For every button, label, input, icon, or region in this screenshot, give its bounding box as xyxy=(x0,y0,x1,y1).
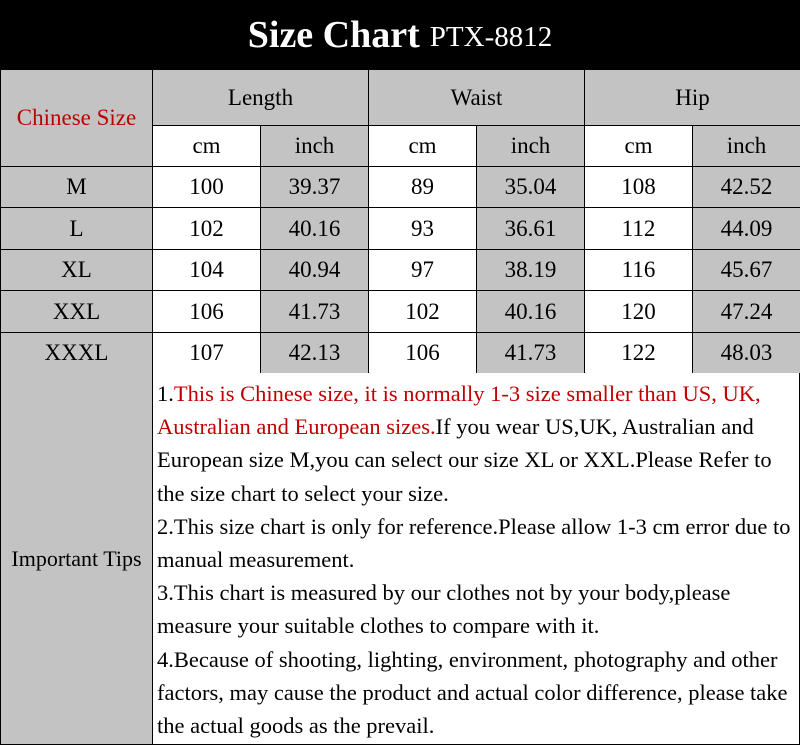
unit-cell: cm xyxy=(153,126,261,167)
table-row xyxy=(1,208,800,250)
value-cell: 97 xyxy=(369,250,477,291)
value-cell: 42.52 xyxy=(693,167,800,208)
value-cell: 38.19 xyxy=(477,250,585,291)
size-label: L xyxy=(1,208,153,250)
value-cell: 48.03 xyxy=(693,333,800,374)
unit-cell: cm xyxy=(585,126,693,167)
value-cell: 112 xyxy=(585,208,693,250)
tip-1-number: 1. xyxy=(157,381,174,406)
table-row xyxy=(1,333,800,374)
tip-2: 2.This size chart is only for reference.Please allow 1-3 cm error due to manual measurement. xyxy=(157,513,791,573)
group-header-row xyxy=(1,70,800,126)
size-label: M xyxy=(1,167,153,208)
size-label: XXXL xyxy=(1,333,153,374)
value-cell: 45.67 xyxy=(693,250,800,291)
value-cell: 120 xyxy=(585,291,693,333)
value-cell: 40.16 xyxy=(261,208,369,250)
size-label: XXL xyxy=(1,291,153,333)
table-row xyxy=(1,250,800,291)
value-cell: 89 xyxy=(369,167,477,208)
value-cell: 42.13 xyxy=(261,333,369,374)
size-chart-header xyxy=(0,0,800,69)
chinese-size-label: Chinese Size xyxy=(1,70,153,167)
tips-body xyxy=(153,373,799,744)
tip-1-text: If you wear US,UK, Australian and European size M,you can select our size XL or XXL.Please Refer to the size chart to select your size. xyxy=(157,414,772,506)
value-cell: 108 xyxy=(585,167,693,208)
value-cell: 47.24 xyxy=(693,291,800,333)
table-row xyxy=(1,167,800,208)
size-table xyxy=(0,69,800,374)
value-cell: 104 xyxy=(153,250,261,291)
size-label: XL xyxy=(1,250,153,291)
tip-1 xyxy=(157,377,797,510)
unit-cell: inch xyxy=(477,126,585,167)
value-cell: 102 xyxy=(369,291,477,333)
value-cell: 102 xyxy=(153,208,261,250)
value-cell: 116 xyxy=(585,250,693,291)
group-waist: Waist xyxy=(369,70,585,126)
value-cell: 41.73 xyxy=(261,291,369,333)
value-cell: 44.09 xyxy=(693,208,800,250)
chart-title: Size Chart xyxy=(247,13,420,56)
tip-4: 4.Because of shooting, lighting, environment, photography and other factors, may cause the product and actual color difference, please take the actual goods as the prevail. xyxy=(157,646,788,739)
table-row xyxy=(1,291,800,333)
value-cell: 35.04 xyxy=(477,167,585,208)
value-cell: 40.16 xyxy=(477,291,585,333)
value-cell: 100 xyxy=(153,167,261,208)
value-cell: 93 xyxy=(369,208,477,250)
tip-1-warning: This is Chinese size, it is normally 1-3 size smaller than US, UK, Australian and European sizes. xyxy=(157,381,761,440)
group-length: Length xyxy=(153,70,369,126)
value-cell: 40.94 xyxy=(261,250,369,291)
value-cell: 36.61 xyxy=(477,208,585,250)
value-cell: 41.73 xyxy=(477,333,585,374)
value-cell: 122 xyxy=(585,333,693,374)
value-cell: 106 xyxy=(369,333,477,374)
value-cell: 106 xyxy=(153,291,261,333)
unit-cell: cm xyxy=(369,126,477,167)
value-cell: 39.37 xyxy=(261,167,369,208)
unit-cell: inch xyxy=(693,126,800,167)
tip-3: 3.This chart is measured by our clothes not by your body,please measure your suitable clothes to compare with it. xyxy=(157,580,731,639)
important-tips-label: Important Tips xyxy=(1,373,153,744)
model-number: PTX-8812 xyxy=(429,21,553,53)
group-hip: Hip xyxy=(585,70,800,126)
important-tips-section xyxy=(0,373,800,745)
value-cell: 107 xyxy=(153,333,261,374)
unit-cell: inch xyxy=(261,126,369,167)
